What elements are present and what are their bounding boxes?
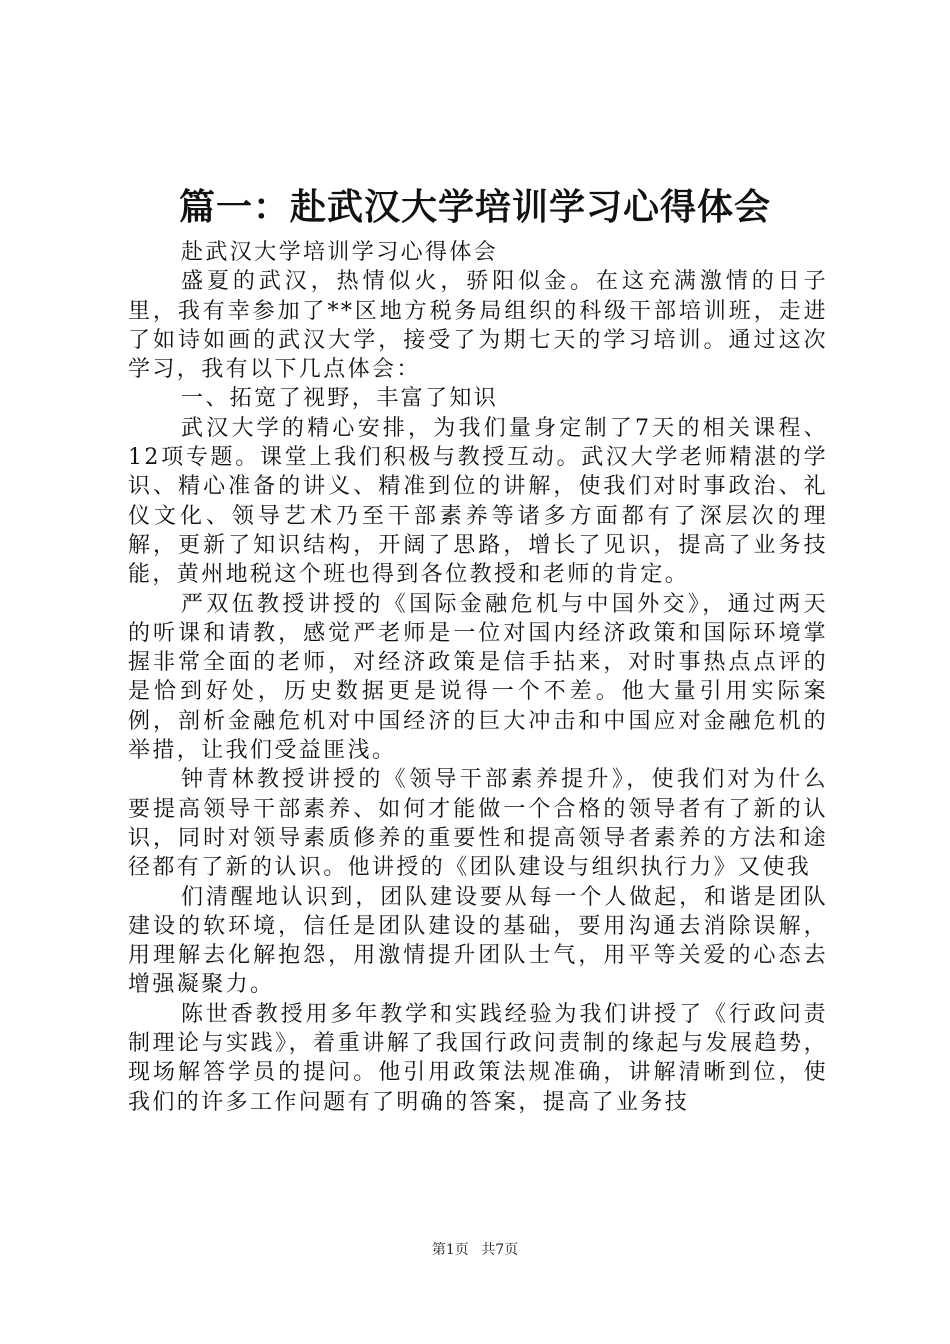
paragraph-body: 们清醒地认识到，团队建设要从每一个人做起，和谐是团队建设的软环境，信任是团队建设的基础，要用沟通去消除误解，用理解去化解抱怨，用激情提升团队士气，用平等关爱的心态去增强凝聚力。 (128, 884, 828, 998)
paragraph-body: 钟青林教授讲授的《领导干部素养提升》，使我们对为什么要提高领导干部素养、如何才能做一个合格的领导者有了新的认识，同时对领导素质修养的重要性和提高领导者素养的方法和途径都有了新的认识。他讲授的《团队建设与组织执行力》又使我 (128, 767, 828, 881)
document-body (128, 238, 828, 1117)
paragraph-section-heading: 一、拓宽了视野，丰富了知识 (181, 386, 499, 412)
page-footer (0, 1240, 950, 1260)
page-number: 第1页 (431, 1242, 469, 1258)
paragraph-body: 武汉大学的精心安排，为我们量身定制了7天的相关课程、12项专题。课堂上我们积极与教授互动。武汉大学老师精湛的学识、精心准备的讲义、精准到位的讲解，使我们对时事政治、礼仪文化、领导艺术乃至干部素养等诸多方面都有了深层次的理解，更新了知识结构，开阔了思路，增长了见识，提高了业务技能，黄州地税这个班也得到各位教授和老师的肯定。 (128, 415, 828, 588)
paragraph-body: 陈世香教授用多年教学和实践经验为我们讲授了《行政问责制理论与实践》，着重讲解了我国行政问责制的缘起与发展趋势，现场解答学员的提问。他引用政策法规准确，讲解清晰到位，使我们的许多工作问题有了明确的答案，提高了业务技 (128, 1001, 828, 1115)
paragraph-subtitle: 赴武汉大学培训学习心得体会 (181, 240, 499, 265)
paragraph-body: 严双伍教授讲授的《国际金融危机与中国外交》，通过两天的听课和请教，感觉严老师是一位对国内经济政策和国际环境掌握非常全面的老师，对经济政策是信手拈来，对时事热点点评的是恰到好处，历史数据更是说得一个不差。他大量引用实际案例，剖析金融危机对中国经济的巨大冲击和中国应对金融危机的举措，让我们受益匪浅。 (128, 591, 828, 764)
document-title: 篇一：赴武汉大学培训学习心得体会 (178, 187, 771, 228)
page-total: 共7页 (481, 1242, 519, 1258)
paragraph-intro: 盛夏的武汉，热情似火，骄阳似金。在这充满激情的日子里，我有幸参加了**区地方税务局组织的科级干部培训班，走进了如诗如画的武汉大学，接受了为期七天的学习培训。通过这次学习，我有以下几点体会： (128, 269, 828, 383)
